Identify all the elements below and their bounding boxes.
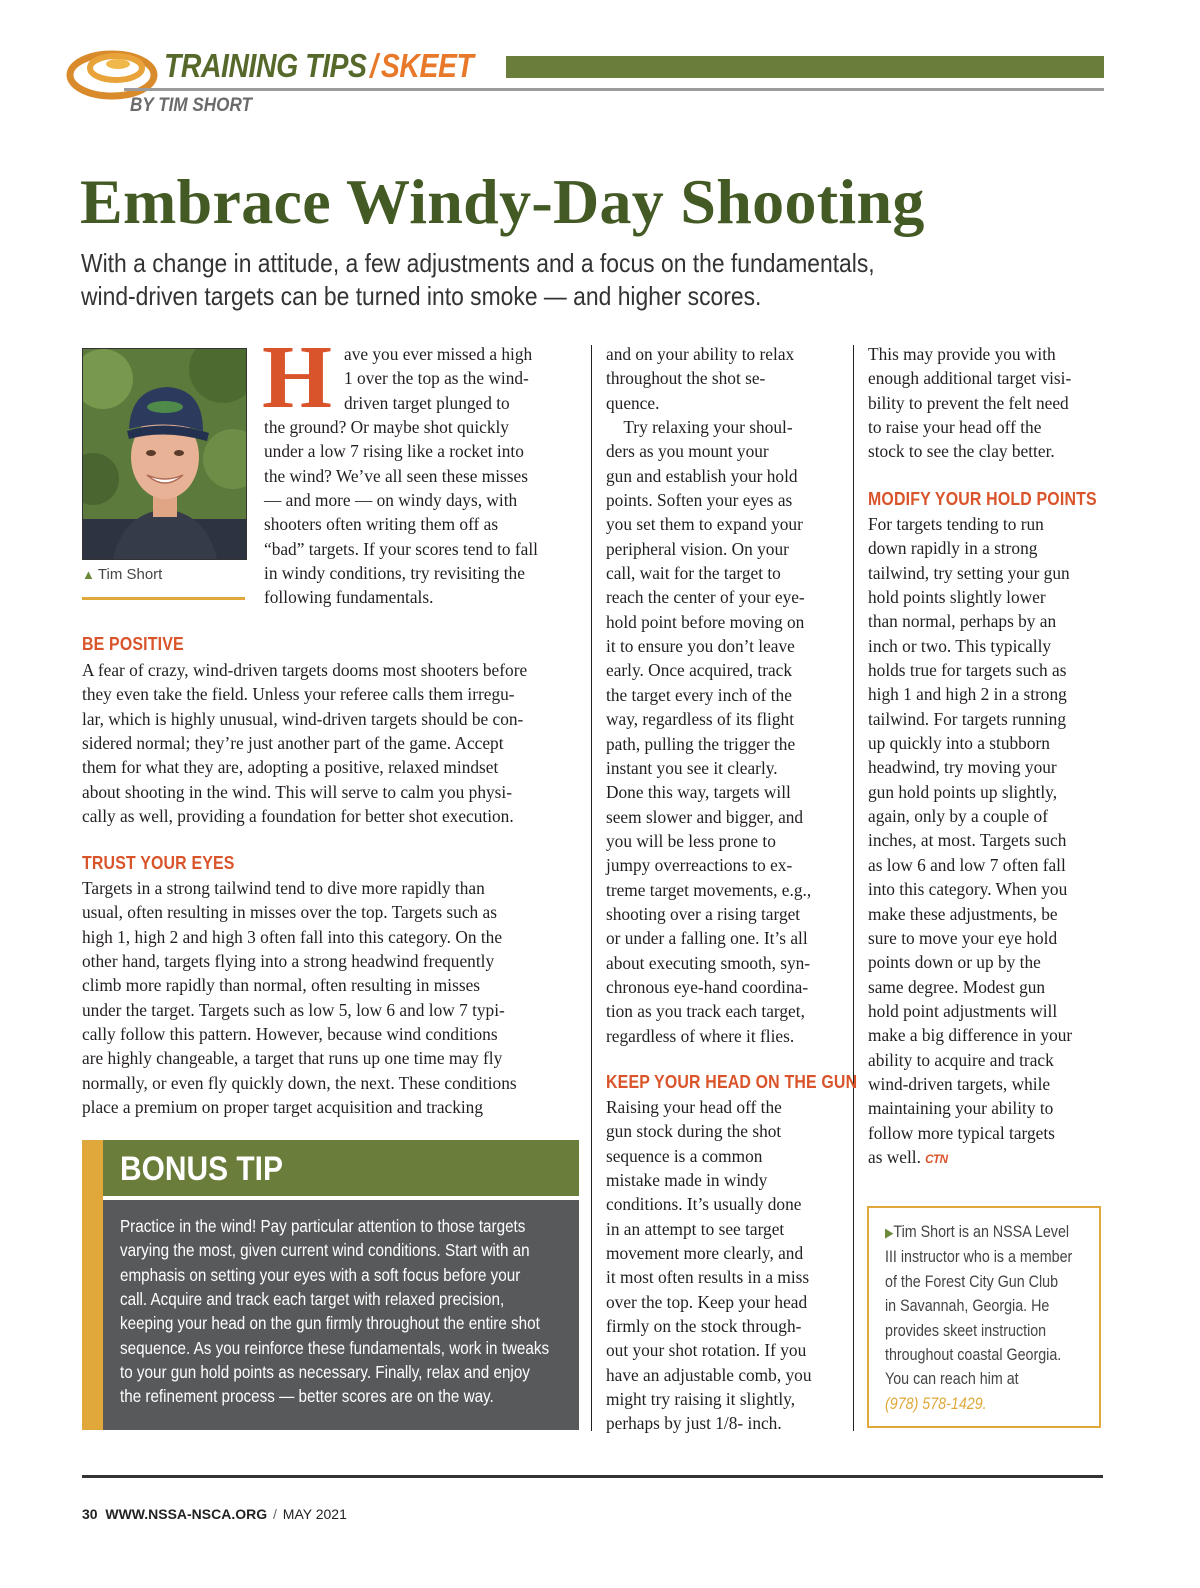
text-line: call. Acquire and track each target with relaxed precision, xyxy=(120,1289,505,1310)
issue-date: MAY 2021 xyxy=(282,1506,347,1522)
text-line: A fear of crazy, wind-driven targets dooms most shooters before xyxy=(82,660,528,680)
text-line: sure to move your eye hold xyxy=(868,927,1058,948)
text-line: jumpy overreactions to ex- xyxy=(606,855,793,876)
text-line: they even take the field. Unless your referee calls them irregu- xyxy=(82,684,515,705)
text-line: follow more typical targets xyxy=(868,1122,1055,1143)
text-line: wind-driven targets, while xyxy=(868,1073,1051,1094)
text-line: tailwind. For targets running xyxy=(868,708,1067,729)
section-separator: / xyxy=(369,47,378,84)
text-line: For targets tending to run xyxy=(868,514,1044,534)
text-line: high 1 and high 2 in a strong xyxy=(868,684,1067,705)
text-line: movement more clearly, and xyxy=(606,1243,804,1264)
text-line: You can reach him at xyxy=(885,1369,1019,1389)
text-line: or under a falling one. It’s all xyxy=(606,928,808,949)
section-title xyxy=(164,44,473,88)
text-line-content: as well. xyxy=(868,1146,921,1167)
column-3-paragraph xyxy=(606,342,814,1048)
text-line: Raising your head off the xyxy=(606,1097,782,1117)
text-line: early. Once acquired, track xyxy=(606,660,793,681)
text-line: headwind, try moving your xyxy=(868,757,1057,778)
text-line: same degree. Modest gun xyxy=(868,976,1046,997)
headline: Embrace Windy-Day Shooting xyxy=(80,166,925,237)
end-mark: CTN xyxy=(924,1151,948,1166)
text-line: reach the center of your eye- xyxy=(606,587,805,608)
text-line: call, wait for the target to xyxy=(606,563,781,584)
text-line: This may provide you with xyxy=(868,344,1056,364)
text-line: you will be less prone to xyxy=(606,830,776,851)
text-line: and on your ability to relax xyxy=(606,344,795,364)
text-line: out your shot rotation. If you xyxy=(606,1340,807,1361)
text-line xyxy=(885,1220,1072,1245)
text-line: in an attempt to see target xyxy=(606,1218,785,1239)
text-line: sidered normal; they’re just another part of the game. Accept xyxy=(82,733,504,754)
photo-caption xyxy=(82,566,162,583)
text-line: gun and establish your hold xyxy=(606,465,798,486)
subhead-be-positive: BE POSITIVE xyxy=(82,633,184,654)
author-portrait-image xyxy=(83,349,246,559)
column-rule xyxy=(591,345,592,1431)
text-line: into this category. When you xyxy=(868,879,1068,900)
text-line: make a big difference in your xyxy=(868,1025,1073,1046)
text-line: III instructor who is a member xyxy=(885,1247,1073,1267)
text-line-content: Tim Short is an NSSA Level xyxy=(893,1222,1070,1241)
text-line: path, pulling the trigger the xyxy=(606,733,796,754)
text-line: driven target plunged to xyxy=(344,392,510,413)
text-line: over the top. Keep your head xyxy=(606,1291,808,1312)
text-line: chronous eye-hand coordina- xyxy=(606,976,809,997)
text-line: tailwind, try setting your gun xyxy=(868,562,1070,583)
trust-your-eyes-paragraph xyxy=(82,876,523,1119)
text-line: the refinement process — better scores are on the way. xyxy=(120,1386,494,1407)
intro-paragraph-start xyxy=(344,342,535,415)
text-line: way, regardless of its flight xyxy=(606,709,795,730)
text-line: under a low 7 rising like a rocket into xyxy=(264,441,524,462)
text-line: of the Forest City Gun Club xyxy=(885,1271,1059,1291)
intro-paragraph xyxy=(264,415,542,610)
text-line: instant you see it clearly. xyxy=(606,757,778,778)
text-line: provides skeet instruction xyxy=(885,1320,1047,1340)
text-line: holds true for targets such as xyxy=(868,660,1067,681)
text-line: “bad” targets. If your scores tend to fall xyxy=(264,538,538,559)
text-line: normally, or even fly quickly down, the next. These conditions xyxy=(82,1072,517,1093)
page-footer xyxy=(82,1506,347,1522)
triangle-up-icon: ▲ xyxy=(82,567,95,582)
column-4-paragraph xyxy=(868,342,1074,464)
text-line: place a premium on proper target acquisition and tracking xyxy=(82,1097,484,1118)
text-line: sequence is a common xyxy=(606,1145,763,1166)
text-line: again, only by a couple of xyxy=(868,806,1048,827)
text-line: treme target movements, e.g., xyxy=(606,879,812,900)
site-link[interactable]: WWW.NSSA-NSCA.ORG xyxy=(105,1506,268,1522)
text-line: shooting over a rising target xyxy=(606,903,801,924)
deck xyxy=(81,247,873,313)
author-bio-text xyxy=(885,1220,1108,1416)
text-line: cally as well, providing a foundation for better shot execution. xyxy=(82,806,514,827)
text-line: hold points slightly lower xyxy=(868,587,1046,608)
text-line: shooters often writing them off as xyxy=(264,514,499,535)
drop-cap: H xyxy=(262,328,333,427)
page-number: 30 xyxy=(82,1506,98,1522)
text-line: firmly on the stock through- xyxy=(606,1316,802,1337)
text-line: throughout coastal Georgia. xyxy=(885,1345,1062,1365)
phone-link[interactable]: (978) 578-1429. xyxy=(885,1393,987,1413)
text-line: usual, often resulting in misses over the top. Targets such as xyxy=(82,902,497,923)
text-line: might try raising it slightly, xyxy=(606,1389,796,1410)
text-line: perhaps by just 1/8- inch. xyxy=(606,1413,782,1434)
footer-rule xyxy=(82,1475,1103,1478)
text-line: climb more rapidly than normal, often resulting in misses xyxy=(82,975,481,996)
text-line: gun hold points up slightly, xyxy=(868,781,1058,802)
text-line: in windy conditions, try revisiting the xyxy=(264,563,525,584)
bonus-tip-title: BONUS TIP xyxy=(120,1150,283,1188)
text-line: bility to prevent the felt need xyxy=(868,392,1069,413)
text-line: mistake made in windy xyxy=(606,1170,768,1191)
text-line: — and more — on windy days, with xyxy=(264,490,518,511)
text-line: inch or two. This typically xyxy=(868,635,1052,656)
text-line: inches, at most. Targets such xyxy=(868,830,1067,851)
text-line: points. Soften your eyes as xyxy=(606,490,793,511)
author-photo xyxy=(82,348,247,560)
text-line: about shooting in the wind. This will serve to calm you physi- xyxy=(82,781,512,802)
text-line: ability to acquire and track xyxy=(868,1049,1054,1070)
text-line: stock to see the clay better. xyxy=(868,441,1055,462)
text-line: other hand, targets flying into a strong headwind frequently xyxy=(82,951,495,972)
text-line: make these adjustments, be xyxy=(868,903,1058,924)
text-line: maintaining your ability to xyxy=(868,1098,1054,1119)
text-line: regardless of where it flies. xyxy=(606,1025,795,1046)
text-line: Targets in a strong tailwind tend to dive more rapidly than xyxy=(82,878,485,898)
text-line: cally follow this pattern. However, because wind conditions xyxy=(82,1024,498,1045)
text-line: them for what they are, adopting a positive, relaxed mindset xyxy=(82,757,499,778)
text-line: about executing smooth, syn- xyxy=(606,952,811,973)
text-line: keeping your head on the gun firmly throughout the entire shot xyxy=(120,1313,540,1334)
deck-line: wind-driven targets can be turned into smoke — and higher scores. xyxy=(81,281,762,311)
text-line: high 1, high 2 and high 3 often fall into this category. On the xyxy=(82,926,503,947)
text-line: than normal, perhaps by an xyxy=(868,611,1057,632)
text-line: you set them to expand your xyxy=(606,514,803,535)
photo-rule xyxy=(82,597,245,600)
text-line: lar, which is highly unusual, wind-driven targets should be con- xyxy=(82,708,524,729)
modify-hold-paragraph xyxy=(868,512,1075,1171)
text-line: throughout the shot se- xyxy=(606,368,766,389)
text-line: in Savannah, Georgia. He xyxy=(885,1296,1050,1316)
text-line: 1 over the top as the wind- xyxy=(344,368,529,389)
text-line: Try relaxing your shoul- xyxy=(606,417,793,438)
text-line: hold point before moving on xyxy=(606,611,805,632)
text-line: are highly changeable, a target that runs up one time may fly xyxy=(82,1048,503,1069)
text-line: conditions. It’s usually done xyxy=(606,1194,802,1215)
text-line: hold point adjustments will xyxy=(868,1000,1058,1021)
text-line: the ground? Or maybe shot quickly xyxy=(264,417,509,437)
text-line: ave you ever missed a high xyxy=(344,344,533,364)
text-line: Done this way, targets will xyxy=(606,782,791,803)
deck-line: With a change in attitude, a few adjustments and a focus on the fundamentals, xyxy=(81,248,875,278)
text-line: have an adjustable comb, you xyxy=(606,1364,812,1385)
keep-head-paragraph xyxy=(606,1095,815,1436)
text-line: up quickly into a stubborn xyxy=(868,733,1050,754)
text-line: ders as you mount your xyxy=(606,441,769,462)
text-line: to your gun hold points as necessary. Finally, relax and enjoy xyxy=(120,1362,530,1383)
text-line: tion as you track each target, xyxy=(606,1001,805,1022)
subhead-modify-hold-points: MODIFY YOUR HOLD POINTS xyxy=(868,488,1097,509)
footer-separator: / xyxy=(273,1506,277,1522)
text-line: sequence. As you reinforce these fundamentals, work in tweaks xyxy=(120,1337,550,1358)
section-label: TRAINING TIPS xyxy=(164,47,367,84)
header-bar xyxy=(506,56,1104,78)
text-line: quence. xyxy=(606,392,660,413)
text-line: emphasis on setting your eyes with a soft focus before your xyxy=(120,1264,521,1285)
text-line: Practice in the wind! Pay particular attention to those targets xyxy=(120,1216,526,1236)
text-line: the target every inch of the xyxy=(606,684,792,705)
subhead-trust-your-eyes: TRUST YOUR EYES xyxy=(82,852,235,873)
bonus-tip-text xyxy=(120,1214,613,1409)
triangle-right-icon: ▶ xyxy=(885,1225,894,1240)
text-line: under the target. Targets such as low 5, low 6 and low 7 typi- xyxy=(82,999,505,1020)
text-line: points down or up by the xyxy=(868,952,1041,973)
text-line: varying the most, given current wind conditions. Start with an xyxy=(120,1240,530,1261)
text-line: enough additional target visi- xyxy=(868,368,1072,389)
text-line: the wind? We’ve all seen these misses xyxy=(264,465,528,486)
text-line: it to ensure you don’t leave xyxy=(606,636,795,657)
text-line xyxy=(868,1145,1072,1171)
text-line: peripheral vision. On your xyxy=(606,538,789,559)
text-line: it most often results in a miss xyxy=(606,1267,810,1288)
be-positive-paragraph xyxy=(82,658,534,828)
photo-caption-text: Tim Short xyxy=(97,566,163,583)
text-line: to raise your head off the xyxy=(868,417,1042,438)
subsection-label: SKEET xyxy=(380,47,474,84)
text-line: down rapidly in a strong xyxy=(868,538,1038,559)
subhead-keep-your-head: KEEP YOUR HEAD ON THE GUN xyxy=(606,1071,858,1092)
header-rule xyxy=(124,88,1104,91)
column-rule xyxy=(853,345,854,1431)
text-line: gun stock during the shot xyxy=(606,1121,782,1142)
text-line: as low 6 and low 7 often fall xyxy=(868,854,1066,875)
text-line: following fundamentals. xyxy=(264,587,434,608)
bonus-tip-accent xyxy=(82,1140,103,1430)
text-line: seem slower and bigger, and xyxy=(606,806,804,827)
byline: BY TIM SHORT xyxy=(130,95,252,116)
